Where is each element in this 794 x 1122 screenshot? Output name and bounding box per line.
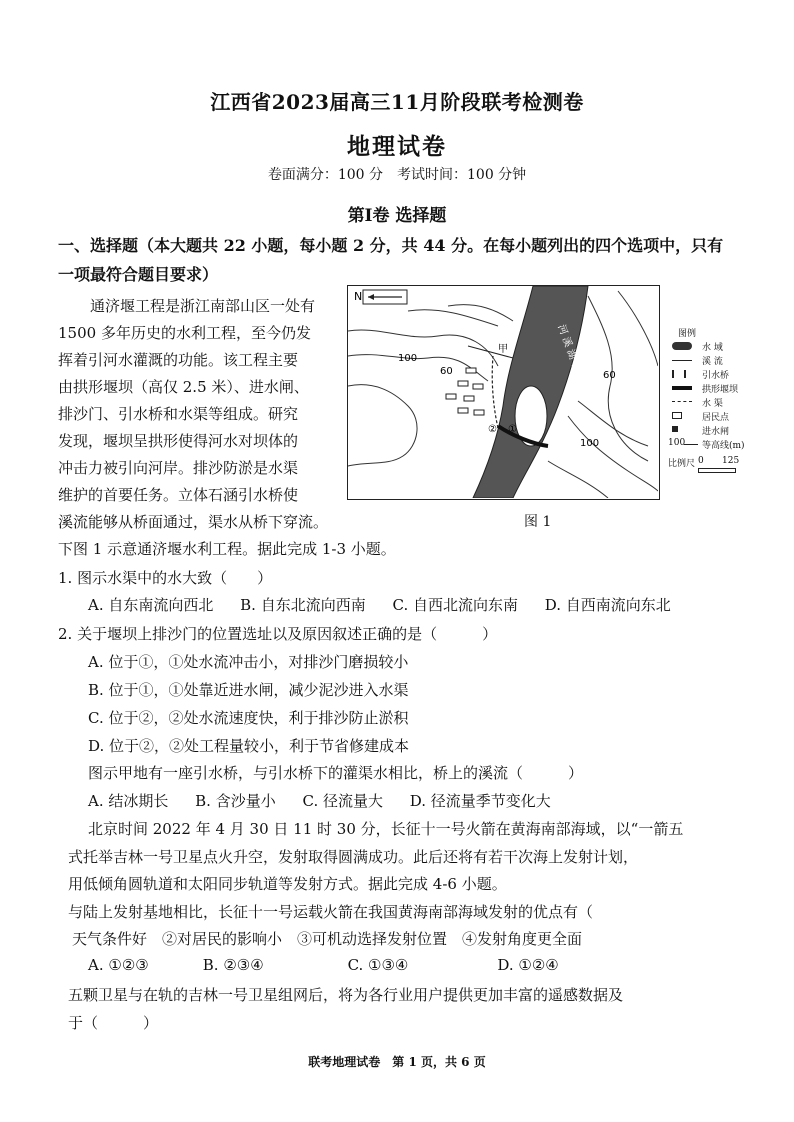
scale-max: 125 <box>722 456 740 466</box>
water-icon <box>672 342 692 350</box>
legend-item: 引水桥 <box>702 371 730 381</box>
scale-zero: 0 <box>698 456 704 466</box>
q3-option-a: A. 结冰期长 <box>88 792 169 810</box>
settlement-icon <box>466 368 476 373</box>
contour-label: 60 <box>440 366 453 377</box>
contour-line <box>618 291 658 366</box>
page-footer: 联考地理试卷 第 1 页，共 6 页 <box>308 1055 486 1069</box>
settlement-icon <box>458 381 468 386</box>
figure1-map <box>347 285 660 500</box>
contour-line <box>588 296 648 461</box>
passage1-line: 维护的首要任务。立体石涵引水桥使 <box>58 486 299 504</box>
sluice-icon <box>672 426 678 432</box>
map-legend <box>668 326 748 501</box>
q4-option-c: C. ①③④ <box>347 956 409 974</box>
figure1-caption: 图 1 <box>524 514 552 530</box>
legend-title: 图例 <box>678 329 697 339</box>
contour-line <box>408 310 498 326</box>
passage1-line: 挥着引河水灌溉的功能。该工程主要 <box>58 351 299 369</box>
legend-item: 溪 流 <box>702 357 723 367</box>
passage1-line: 1500 多年历史的水利工程，至今仍发 <box>58 324 311 342</box>
section-title: 第Ⅰ卷 选择题 <box>347 206 447 226</box>
contour-sample: 100 <box>668 438 686 448</box>
settlement-icon <box>672 412 682 419</box>
settlement-icon <box>474 410 484 415</box>
passage2-line-1: 北京时间 2022 年 4 月 30 日 11 时 30 分，长征十一号火箭在黄海南部海域，以“一箭五 <box>88 820 684 838</box>
passage1-line: 发现，堰坝呈拱形使得河水对坝体的 <box>58 432 299 450</box>
instructions-line-1: 一、选择题（本大题共 22 小题，每小题 2 分，共 44 分。在每小题列出的四个选项中，只有 <box>58 236 724 255</box>
contour-icon <box>684 440 698 445</box>
q1-option-d: D. 自西南流向东北 <box>544 596 671 614</box>
dam-icon <box>672 386 692 390</box>
q2-option-d: D. 位于②，②处工程量较小，利于节省修建成本 <box>88 737 410 755</box>
north-arrow-head-icon <box>368 294 374 300</box>
q3-option-c: C. 径流量大 <box>302 792 383 810</box>
marker-jia: 甲 <box>498 344 508 355</box>
q3-option-d: D. 径流量季节变化大 <box>409 792 551 810</box>
settlement-icon <box>458 408 468 413</box>
q2-option-c: C. 位于②，②处水流速度快，利于排沙防止淤积 <box>88 709 409 727</box>
contour-line <box>548 461 608 498</box>
contour-label: 60 <box>603 370 616 381</box>
map-svg <box>348 286 658 498</box>
passage1-line: 由拱形堰坝（高仅 2.5 米）、进水闸、 <box>58 378 309 396</box>
q3-options <box>88 790 551 811</box>
legend-item: 拱形堰坝 <box>702 385 739 395</box>
marker-2: ② <box>488 424 497 435</box>
passage1-line: 冲击力被引向河岸。排沙防淤是水渠 <box>58 459 299 477</box>
river-label: 河 溪 湖 松 <box>555 323 583 374</box>
passage2-line-3: 用低倾角圆轨道和太阳同步轨道等发射方式。据此完成 4-6 小题。 <box>68 875 507 893</box>
stream-icon <box>672 356 692 361</box>
q2-option-b: B. 位于①，①处靠近进水闸，减少泥沙进入水渠 <box>88 681 409 699</box>
q2-stem: 2. 关于堰坝上排沙门的位置选址以及原因叙述正确的是（ ） <box>58 625 498 643</box>
q1-options <box>88 594 671 615</box>
legend-item: 等高线(m) <box>702 441 745 451</box>
contour-label: 100 <box>580 438 600 449</box>
settlement-icon <box>446 394 456 399</box>
q1-option-c: C. 自西北流向东南 <box>392 596 518 614</box>
q3-stem: 图示甲地有一座引水桥，与引水桥下的灌渠水相比，桥上的溪流（ ） <box>88 764 584 782</box>
q3-option-b: B. 含沙量小 <box>195 792 276 810</box>
q4-stem: 与陆上发射基地相比，长征十一号运载火箭在我国黄海南部海域发射的优点有（ <box>68 903 594 921</box>
legend-item: 居民点 <box>702 413 730 423</box>
passage1-line: 排沙门、引水桥和水渠等组成。研究 <box>58 405 299 423</box>
legend-item: 水 域 <box>702 343 723 353</box>
q4-option-d: D. ①②④ <box>497 956 559 974</box>
north-label: N <box>354 290 363 303</box>
q1-option-a: A. 自东南流向西北 <box>88 596 214 614</box>
bridge-icon <box>672 370 686 378</box>
q4-option-a: A. ①②③ <box>88 956 149 974</box>
q4-option-b: B. ②③④ <box>202 956 264 974</box>
contour-label: 100 <box>398 353 418 364</box>
exam-meta: 卷面满分：100 分 考试时间：100 分钟 <box>267 167 527 183</box>
scale-bar <box>698 468 736 473</box>
scale-label: 比例尺 <box>668 459 696 469</box>
q1-stem: 1. 图示水渠中的水大致（ ） <box>58 569 273 587</box>
canal <box>492 356 498 428</box>
contour-line <box>348 385 417 466</box>
instructions-line-2: 一项最符合题目要求） <box>58 265 219 284</box>
legend-item: 水 渠 <box>702 399 723 409</box>
q5-line-1: 五颗卫星与在轨的吉林一号卫星组网后，将为各行业用户提供更加丰富的遥感数据及 <box>68 986 624 1004</box>
q4-options <box>88 956 559 974</box>
q1-option-b: B. 自东北流向西南 <box>240 596 366 614</box>
settlement-icon <box>464 396 474 401</box>
passage2-line-2: 式托举吉林一号卫星点火升空，发射取得圆满成功。此后还将有若干次海上发射计划， <box>68 848 639 866</box>
passage1-intro: 下图 1 示意通济堰水利工程。据此完成 1-3 小题。 <box>58 540 396 558</box>
passage1-line: 溪流能够从桥面通过，渠水从桥下穿流。 <box>58 513 329 531</box>
canal-icon <box>672 401 692 402</box>
subject-title: 地理试卷 <box>347 133 447 160</box>
q2-option-a: A. 位于①，①处水流冲击小，对排沙门磨损较小 <box>88 653 409 671</box>
contour-line <box>448 305 513 321</box>
exam-title: 江西省2023届高三11月阶段联考检测卷 <box>210 90 584 114</box>
q4-statements: 天气条件好 ②对居民的影响小 ③可机动选择发射位置 ④发射角度更全面 <box>72 930 583 948</box>
legend-item: 进水闸 <box>702 427 730 437</box>
settlement-icon <box>473 384 483 389</box>
marker-1: ① <box>508 424 517 435</box>
q5-line-2: 于（ ） <box>68 1014 159 1032</box>
passage1-line: 通济堰工程是浙江南部山区一处有 <box>90 297 316 315</box>
